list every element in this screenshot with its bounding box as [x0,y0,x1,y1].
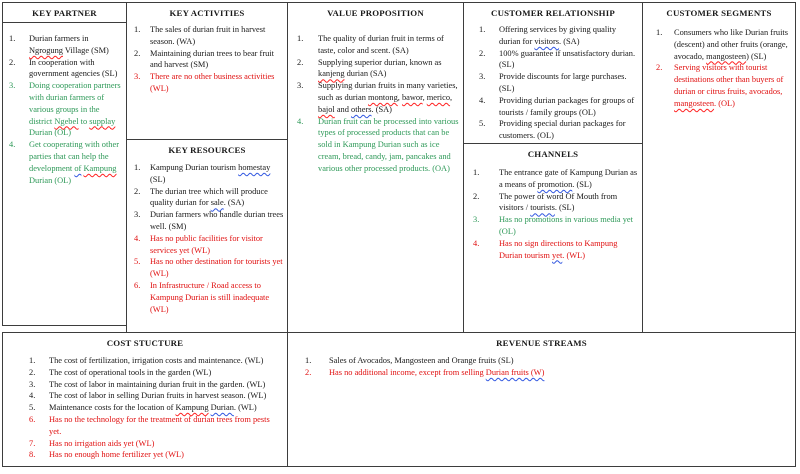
item-text: In Infrastructure / Road access to Kampung Durian is still inadequate (WL) [150,280,270,314]
item-text: Supplying durian fruits in many varieties, such as durian montong, bawor, merico, bajol and others. (SA) [318,81,458,114]
item-text: In cooperation with government agencies (SL) [29,57,118,79]
item-text: Maintenance costs for the location of Kampung Durian. (WL) [49,403,257,413]
item-text: Offering services by giving quality durian for visitors. (SA) [499,25,617,46]
item-text: Has no enough home fertilizer yet (WL) [49,450,184,460]
item-text: The entrance gate of Kampung Durian as a means of promotion. (SL) [499,168,638,189]
item-number: 5. [134,257,141,267]
item-number: 4. [9,140,16,150]
item-number: 2. [656,63,663,73]
list-item [479,24,639,48]
item-number: 3. [479,72,486,82]
item-text: Durian farmers who handle durian trees well. (SM) [150,210,284,231]
value-proposition-title: VALUE PROPOSITION [327,8,424,18]
list-item [479,48,639,72]
spellcheck-blue-wavy-word: tourists [530,203,555,213]
section-value-proposition [287,2,464,333]
list-item [134,48,285,72]
spellcheck-red-wavy-word: Kampung [175,403,209,413]
item-number: 1. [134,25,141,34]
spellcheck-blue-wavy-word: others [351,104,372,114]
key-partner-list [9,33,123,186]
spellcheck-blue-wavy-word: Durian [210,403,234,413]
customer-relationship-title: CUSTOMER RELATIONSHIP [491,8,615,18]
item-text: Has no the technology for the treatment of durian trees from pests yet. [49,414,270,436]
section-key-resources [126,139,288,333]
item-text: Get cooperating with other parties that can help the development of Kampung Durian (OL) [29,140,120,185]
spellcheck-red-wavy-word: Ngebel [54,116,79,126]
item-number: 2. [473,191,480,201]
item-number: 3. [134,210,141,220]
key-resources-title: KEY RESOURCES [168,145,246,155]
section-channels [463,143,643,333]
list-item [134,71,285,95]
item-number: 2. [29,367,36,377]
item-text: Providing durian packages for groups of tourists / family groups (OL) [499,95,635,117]
list-item [9,80,123,139]
spellcheck-red-wavy-word: Kampung [83,163,117,173]
item-number: 2. [134,48,141,58]
item-number: 5. [29,403,36,413]
spellcheck-blue-wavy-word: promotion [537,179,573,189]
list-item [29,438,283,450]
spellcheck-red-wavy-word: bawor [401,92,423,102]
spellcheck-blue-wavy-word: of [74,163,82,173]
list-item [297,57,460,81]
item-number: 4. [473,238,480,248]
item-number: 3. [134,72,141,82]
item-text: The cost of labor in maintaining durian fruit in the garden. (WL) [49,379,266,389]
list-item [29,402,283,414]
list-item [479,118,639,142]
spellcheck-red-wavy-word: merico [426,92,451,102]
list-item [473,167,639,191]
item-text: There are no other business activities (WL) [150,72,275,93]
item-text: Has no additional income, except from selling Durian fruits (W) [329,367,545,377]
item-number: 3. [297,81,304,91]
list-item [479,95,639,119]
list-item [134,233,285,257]
item-text: Durian farmers in Ngrogung Village (SM) [29,34,109,55]
spellcheck-red-wavy-word: mangosteen [706,51,747,61]
item-number: 1. [29,356,36,365]
item-number: 4. [29,391,36,401]
item-text: 100% guarantee if unsatisfactory durian. (SL) [499,48,636,70]
list-item [473,191,639,215]
item-text: The power of word Of Mouth from visitors / tourists. (SL) [499,191,618,213]
item-number: 5. [479,119,486,129]
item-number: 2. [297,57,304,67]
list-item [9,57,123,81]
list-item [473,214,639,238]
list-item [134,24,285,48]
item-text: Doing cooperation partners with durian farmers of various groups in the district Ngebel to supplay Durian (OL) [29,81,121,138]
list-item [29,390,283,402]
item-number: 3. [473,215,480,225]
channels-list [473,167,639,261]
channels-title: CHANNELS [527,149,579,159]
item-number: 3. [29,379,36,389]
spellcheck-red-wavy-word: Ngrogung [29,45,63,55]
section-customer-segments [642,2,796,333]
list-item [297,116,460,175]
item-text: Has no sign directions to Kampung Durian tourism yet. (WL) [499,238,618,260]
item-text: The cost of fertilization, irrigation costs and maintenance. (WL) [49,356,264,365]
revenue-streams-title: REVENUE STREAMS [496,338,587,348]
section-cost-structure [2,332,288,467]
item-number: 1. [656,28,663,37]
item-number: 4. [134,233,141,243]
spellcheck-blue-wavy-word: yet [552,250,563,260]
item-number: 2. [305,367,312,377]
item-number: 4. [479,95,486,105]
spellcheck-red-wavy-word: mangosteen [674,98,715,108]
list-item [134,256,285,280]
item-text: Supplying superior durian, known as kanjeng durian (SA) [318,57,442,79]
value-proposition-list [297,33,460,175]
revenue-streams-list [305,355,791,379]
section-revenue-streams [287,332,796,467]
item-number: 1. [305,356,312,365]
customer-segments-title: CUSTOMER SEGMENTS [666,8,772,18]
customer-segments-list [656,27,792,110]
key-partner-title: KEY PARTNER [3,3,126,23]
list-item [29,449,283,461]
item-number: 1. [297,34,304,43]
item-number: 8. [29,450,36,460]
item-text: Consumers who like Durian fruits (descent) and other fruits (orange, avocado, mangosteen) (SL) [674,28,788,61]
item-number: 2. [9,57,16,67]
section-customer-relationship [463,2,643,144]
item-text: The quality of durian fruit in terms of taste, color and scent. (SA) [318,34,444,55]
item-number: 1. [473,168,480,177]
section-key-activities [126,2,288,140]
list-item [305,367,791,379]
item-number: 1. [479,25,486,34]
item-text: Durian fruit can be processed into various types of processed products that can be sold in Kampung Durian such as ice cream, bread, candy, jam, pancakes and various other processed products. (OA) [318,116,459,173]
list-item [9,33,123,57]
item-number: 1. [9,34,16,43]
item-number: 6. [134,280,141,290]
list-item [305,355,791,367]
item-text: Has no public facilities for visitor services yet (WL) [150,233,263,255]
item-number: 2. [134,186,141,196]
spellcheck-red-wavy-word: bajol [318,104,335,114]
customer-relationship-list [479,24,639,154]
cost-structure-title: COST STUCTURE [106,338,184,348]
item-text: Has no other destination for tourists yet (WL) [150,257,283,279]
item-text: Serving visitors with tourist destinations other than buyers of durian or citrus fruits, avocados, mangosteen. (OL) [674,63,784,108]
spellcheck-blue-wavy-word: visitors [534,36,560,46]
item-number: 1. [134,163,141,172]
spellcheck-blue-wavy-word: sale [210,198,224,208]
key-resources-list [134,162,285,315]
item-text: Maintaining durian trees to bear fruit and harvest (SM) [150,48,274,70]
key-activities-list [134,24,285,95]
item-number: 3. [9,81,16,91]
list-item [29,414,283,438]
item-number: 7. [29,438,36,448]
cost-structure-list [29,355,283,461]
item-text: The durian tree which will produce quality durian for sale. (SA) [150,186,268,208]
spellcheck-red-wavy-word: supplay [89,116,116,126]
list-item [297,80,460,115]
list-item [134,162,285,186]
spellcheck-blue-wavy-word: Durian fruits (W) [485,367,545,377]
item-text: The cost of operational tools in the garden (WL) [49,367,212,377]
section-key-partner [2,2,127,326]
list-item [134,186,285,210]
item-text: The sales of durian fruit in harvest season. (WA) [150,25,266,46]
item-number: 2. [479,48,486,58]
list-item [9,139,123,186]
item-text: Sales of Avocados, Mangosteen and Orange fruits (SL) [329,356,514,365]
list-item [134,209,285,233]
item-number: 4. [297,116,304,126]
spellcheck-blue-wavy-word: homestay [238,163,271,172]
list-item [479,71,639,95]
list-item [656,27,792,62]
list-item [297,33,460,57]
list-item [656,62,792,109]
item-text: Kampung Durian tourism homestay (SL) [150,163,271,184]
item-text: Has no promotions in various media yet (OL) [499,215,633,236]
spellcheck-red-wavy-word: montong [368,92,398,102]
item-text: Has no irrigation aids yet (WL) [49,438,155,448]
item-text: Providing special durian packages for customers. (OL) [499,119,626,141]
spellcheck-red-wavy-word: kanjeng [318,69,345,79]
list-item [29,379,283,391]
item-text: The cost of labor in selling Durian fruits in harvest season. (WL) [49,391,267,401]
list-item [29,367,283,379]
item-text: Provide discounts for large purchases. (SL) [499,72,627,93]
list-item [134,280,285,315]
list-item [29,355,283,367]
list-item [473,238,639,262]
key-activities-title: KEY ACTIVITIES [169,8,245,18]
item-number: 6. [29,414,36,424]
